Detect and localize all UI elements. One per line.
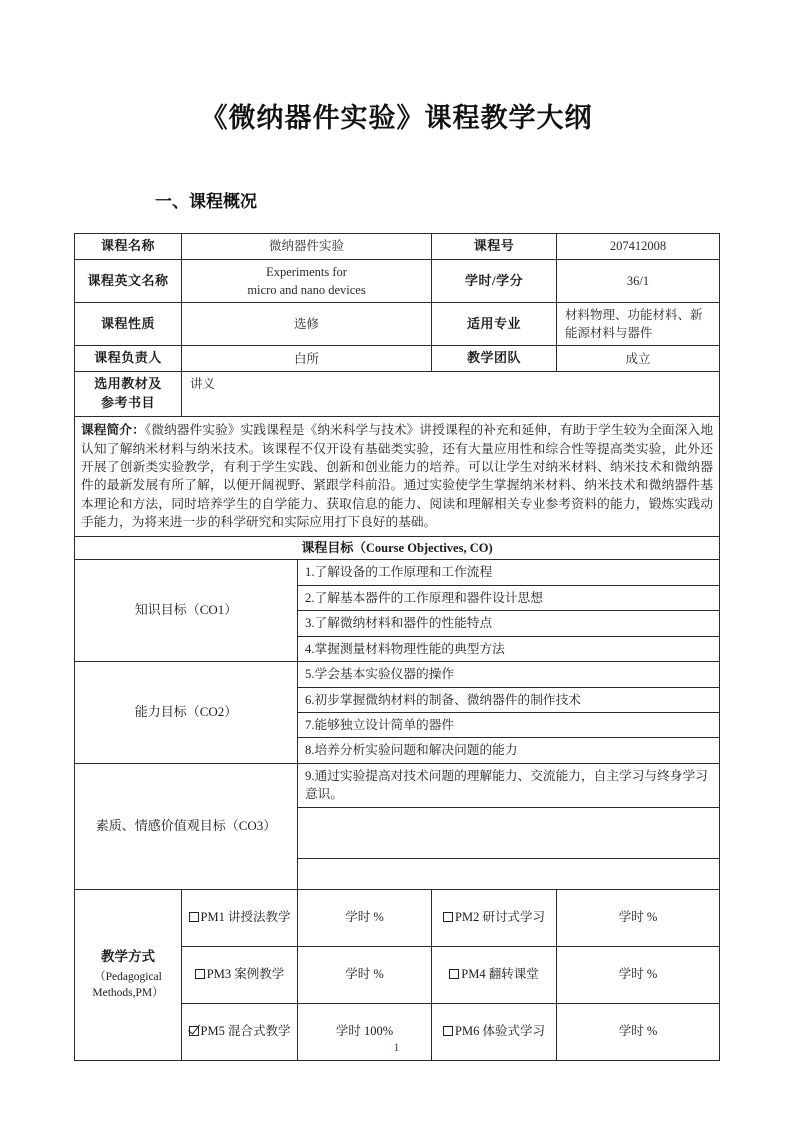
value-course-nature: 选修 — [182, 303, 432, 346]
label-course-number: 课程号 — [432, 234, 557, 260]
label-course-leader: 课程负责人 — [75, 346, 182, 372]
pm5-name: 混合式教学 — [227, 1024, 291, 1039]
value-textbook: 讲义 — [182, 372, 720, 417]
pm1-code: PM1 — [200, 910, 225, 925]
value-course-number: 207412008 — [557, 234, 720, 260]
pm4-code: PM4 — [461, 967, 486, 982]
label-co2: 能力目标（CO2） — [75, 662, 298, 764]
pm6-name: 体验式学习 — [482, 1024, 545, 1039]
label-pedagogical-methods — [75, 889, 182, 1060]
value-course-name: 微纳器件实验 — [182, 234, 432, 260]
table-row-co2-item-1 — [75, 662, 720, 687]
pm1-hours[interactable]: 学时 % — [298, 889, 432, 946]
co2-item-3: 7.能够独立设计简单的器件 — [298, 712, 720, 737]
label-course-nature: 课程性质 — [75, 303, 182, 346]
pm-option-pm3[interactable] — [182, 946, 298, 1003]
pm-option-pm2[interactable] — [432, 889, 557, 946]
value-applicable-majors: 材料物理、功能材料、新能源材料与器件 — [557, 303, 720, 346]
pm4-hours[interactable]: 学时 % — [557, 946, 720, 1003]
objectives-header-cn: 课程目标 — [301, 539, 354, 555]
english-name-line1: Experiments for — [266, 264, 347, 279]
pm2-hours[interactable]: 学时 % — [557, 889, 720, 946]
table-row-pm-1-2 — [75, 889, 720, 946]
pedagogical-methods-label-cn: 教学方式 — [101, 949, 155, 965]
table-row-course-name — [75, 234, 720, 260]
co1-item-3: 3.了解微纳材料和器件的性能特点 — [298, 611, 720, 636]
label-textbook — [75, 372, 182, 417]
table-row-co1-item-1 — [75, 560, 720, 585]
course-description-body: 《微纳器件实验》实践课程是《纳米科学与技术》讲授课程的补充和延伸，有助于学生较为全面深入地认知了解纳米材料与纳米技术。该课程不仅开设有基础类实验，还有大量应用性和综合性等提高类实验，此外还开展了创新类实验教学，有利于学生实践、创新和创业能力的培养。可以让学生对纳米材料、纳米技术和微纳器件的最新发展有所了解，以便开阔视野、紧跟学科前沿。通过实验使学生掌握纳米材料、纳米技术和微纳器件基本理论和方法，同时培养学生的自学能力、获取信息的能力、阅读和理解相关专业参考资料的能力，锻炼实践动手能力，为将来进一步的科学研究和实际应用打下良好的基础。 — [81, 423, 714, 530]
table-row-objectives-header — [75, 536, 720, 560]
co3-item-1: 9.通过实验提高对技术问题的理解能力、交流能力，自主学习与终身学习意识。 — [298, 763, 720, 807]
label-course-name: 课程名称 — [75, 234, 182, 260]
pm1-name: 讲授法教学 — [227, 910, 291, 925]
syllabus-table-wrapper — [74, 233, 719, 1061]
value-course-leader: 白所 — [182, 346, 432, 372]
co2-item-4: 8.培养分析实验问题和解决问题的能力 — [298, 738, 720, 763]
course-description — [75, 417, 720, 536]
section-heading-course-overview: 一、课程概况 — [155, 192, 257, 211]
textbook-label-line2: 参考书目 — [100, 395, 155, 411]
co2-item-1: 5.学会基本实验仪器的操作 — [298, 662, 720, 687]
pm-option-pm4[interactable] — [432, 946, 557, 1003]
label-co3: 素质、情感价值观目标（CO3） — [75, 763, 298, 889]
checkbox-checked-icon-pm5[interactable] — [189, 1026, 199, 1036]
pm3-hours[interactable]: 学时 % — [298, 946, 432, 1003]
table-row-co3-item-1 — [75, 763, 720, 807]
pm5-code: PM5 — [200, 1024, 225, 1039]
pm4-name: 翻转课堂 — [488, 967, 539, 982]
co3-item-2 — [298, 807, 720, 858]
checkbox-icon-pm1[interactable] — [189, 912, 199, 922]
checkbox-icon-pm6[interactable] — [443, 1026, 453, 1036]
table-row-course-description — [75, 417, 720, 536]
textbook-label-line1: 选用教材及 — [94, 376, 162, 392]
label-teaching-team: 教学团队 — [432, 346, 557, 372]
english-name-line2: micro and nano devices — [247, 282, 366, 297]
pm3-name: 案例教学 — [234, 967, 285, 982]
pm6-hours[interactable]: 学时 % — [557, 1003, 720, 1060]
table-row-course-nature — [75, 303, 720, 346]
pm-option-pm1[interactable] — [182, 889, 298, 946]
value-teaching-team: 成立 — [557, 346, 720, 372]
page-number: 1 — [393, 1040, 400, 1054]
value-english-name — [182, 259, 432, 302]
table-row-english-name — [75, 259, 720, 302]
pm6-code: PM6 — [455, 1024, 480, 1039]
course-objectives-header — [75, 536, 720, 560]
checkbox-icon-pm4[interactable] — [449, 969, 459, 979]
co1-item-4: 4.掌握测量材料物理性能的典型方法 — [298, 636, 720, 661]
co2-item-2: 6.初步掌握微纳材料的制备、微纳器件的制作技术 — [298, 687, 720, 712]
checkbox-icon-pm2[interactable] — [443, 912, 453, 922]
label-co1: 知识目标（CO1） — [75, 560, 298, 662]
table-row-course-leader — [75, 346, 720, 372]
pm2-name: 研讨式学习 — [482, 910, 545, 925]
pm2-code: PM2 — [455, 910, 480, 925]
course-description-prefix: 课程简介： — [81, 423, 145, 438]
syllabus-table — [74, 233, 720, 1061]
pedagogical-methods-label-en: （Pedagogical Methods,PM） — [92, 970, 164, 1000]
checkbox-icon-pm3[interactable] — [195, 969, 205, 979]
label-hours-credits: 学时/学分 — [432, 259, 557, 302]
co1-item-1: 1.了解设备的工作原理和工作流程 — [298, 560, 720, 585]
table-row-textbook — [75, 372, 720, 417]
value-hours-credits: 36/1 — [557, 259, 720, 302]
label-applicable-majors: 适用专业 — [432, 303, 557, 346]
pm3-code: PM3 — [206, 967, 232, 982]
pm5-hours[interactable]: 学时 100% — [298, 1003, 432, 1060]
co1-item-2: 2.了解基本器件的工作原理和器件设计思想 — [298, 585, 720, 610]
page-title: 《微纳器件实验》课程教学大纲 — [200, 103, 593, 133]
objectives-header-en: （Course Objectives, CO) — [353, 540, 493, 555]
label-english-name: 课程英文名称 — [75, 259, 182, 302]
co3-item-3 — [298, 858, 720, 889]
